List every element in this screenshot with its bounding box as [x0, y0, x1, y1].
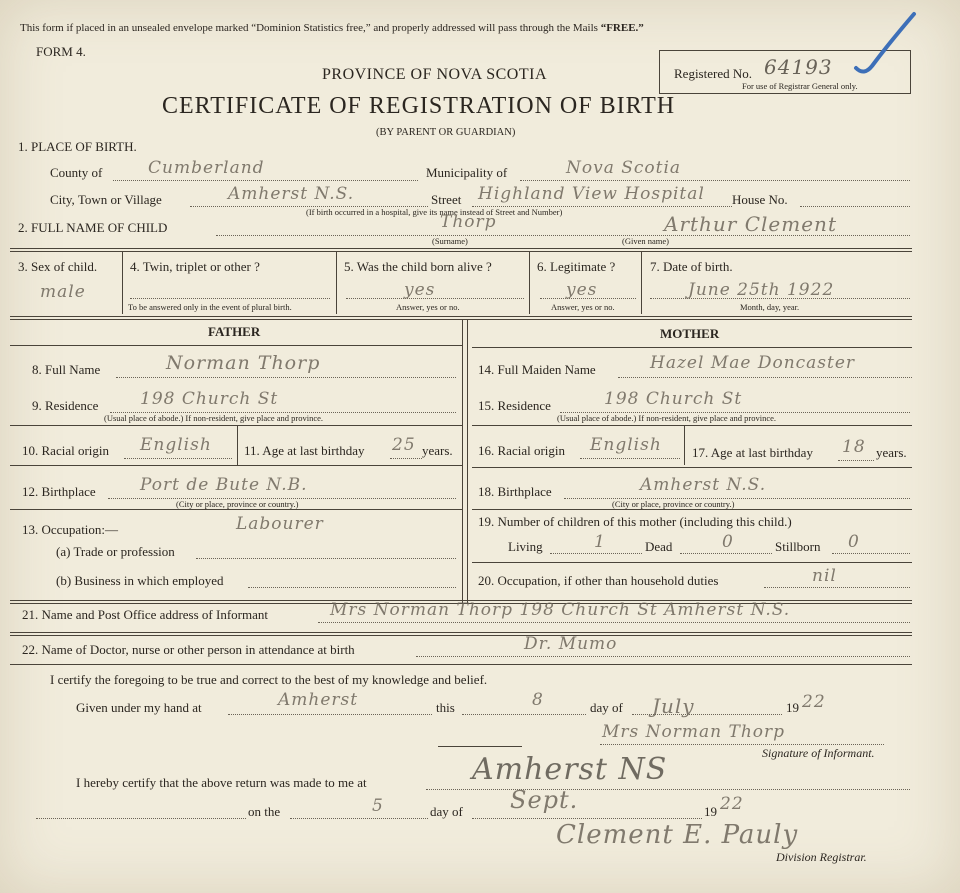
father-heading: FATHER	[208, 324, 261, 339]
registration-month-value: Sept.	[510, 786, 579, 814]
certification-statement: I certify the foregoing to be true and correct to the best of my knowledge and belief.	[50, 672, 488, 687]
mother-residence-value: 198 Church St	[604, 389, 743, 409]
stillborn-label: Stillborn	[775, 539, 821, 554]
province-heading: PROVINCE OF NOVA SCOTIA	[322, 66, 548, 83]
mother-race-value: English	[590, 435, 662, 455]
registration-year-value: 22	[720, 794, 744, 814]
mother-residence-label: 15. Residence	[478, 398, 551, 413]
alive-value: yes	[404, 280, 436, 300]
trade-label: (a) Trade or profession	[56, 544, 175, 559]
month-value: July	[652, 694, 695, 718]
father-name-label: 8. Full Name	[32, 362, 101, 377]
county-label: County of	[50, 165, 103, 180]
father-residence-value: 198 Church St	[140, 389, 279, 409]
child-given-value: Arthur Clement	[664, 212, 837, 236]
mother-occupation-value: nil	[812, 566, 837, 586]
postal-notice-text: This form if placed in an unsealed envelope marked “Dominion Statistics free,” and properly addressed will pass through the Mails	[20, 22, 598, 34]
informant-signature: Mrs Norman Thorp	[602, 722, 786, 742]
mother-race-label: 16. Racial origin	[478, 443, 566, 458]
street-label: Street	[431, 192, 462, 207]
mother-age-value: 18	[842, 437, 866, 457]
page-title: CERTIFICATE OF REGISTRATION OF BIRTH	[162, 93, 676, 119]
living-value: 1	[594, 532, 606, 552]
child-name-label: 2. FULL NAME OF CHILD	[18, 220, 168, 235]
father-occupation-label: 13. Occupation:—	[22, 522, 119, 537]
day-value: 8	[532, 690, 544, 710]
postal-notice-free: “FREE.”	[600, 22, 644, 34]
mother-age-label: 17. Age at last birthday	[692, 445, 813, 460]
mother-years: years.	[876, 445, 907, 460]
mother-maiden-label: 14. Full Maiden Name	[478, 362, 596, 377]
street-value: Highland View Hospital	[478, 184, 705, 204]
registered-number: 64193	[764, 55, 833, 79]
hospital-note: (If birth occurred in a hospital, give its name instead of Street and Number)	[306, 207, 563, 217]
surname-caption: (Surname)	[432, 236, 468, 246]
given-label: Given under my hand at	[76, 700, 202, 715]
registration-year-prefix: 19	[704, 804, 717, 819]
informant-signature-caption: Signature of Informant.	[762, 746, 875, 760]
form-number: FORM 4.	[36, 44, 86, 59]
municipality-value: Nova Scotia	[566, 158, 682, 178]
registration-day-value: 5	[372, 796, 384, 816]
stillborn-value: 0	[848, 532, 860, 552]
mother-birthplace-caption: (City or place, province or country.)	[612, 499, 735, 509]
registrar-statement: I hereby certify that the above return was made to me at	[76, 775, 367, 790]
father-years: years.	[422, 443, 453, 458]
father-age-value: 25	[392, 435, 416, 455]
dob-label: 7. Date of birth.	[650, 259, 733, 274]
sex-label: 3. Sex of child.	[18, 259, 98, 274]
alive-label: 5. Was the child born alive ?	[344, 259, 492, 274]
father-occupation-value: Labourer	[236, 514, 324, 534]
place-of-birth-label: 1. PLACE OF BIRTH.	[18, 139, 137, 154]
father-name-value: Norman Thorp	[166, 352, 321, 374]
county-value: Cumberland	[148, 158, 265, 178]
registrar-signature-caption: Division Registrar.	[776, 850, 867, 864]
doctor-value: Dr. Mumo	[524, 634, 618, 654]
check-mark-icon	[850, 10, 920, 80]
twin-label: 4. Twin, triplet or other ?	[130, 259, 260, 274]
dead-value: 0	[722, 532, 734, 552]
sex-value: male	[40, 282, 86, 302]
father-residence-label: 9. Residence	[32, 398, 99, 413]
registered-label: Registered No.	[674, 66, 752, 81]
business-label: (b) Business in which employed	[56, 573, 224, 588]
on-the-label: on the	[248, 804, 281, 819]
father-age-label: 11. Age at last birthday	[244, 443, 365, 458]
year-value: 22	[802, 692, 826, 712]
dob-caption: Month, day, year.	[740, 302, 800, 312]
mother-heading: MOTHER	[660, 326, 720, 341]
dead-label: Dead	[645, 539, 673, 554]
living-label: Living	[508, 539, 543, 554]
children-count-label: 19. Number of children of this mother (including this child.)	[478, 514, 792, 529]
child-surname-value: Thorp	[440, 212, 497, 232]
informant-value: Mrs Norman Thorp 198 Church St Amherst N.S.	[330, 600, 791, 620]
mother-maiden-value: Hazel Mae Doncaster	[650, 353, 856, 373]
alive-caption: Answer, yes or no.	[396, 302, 460, 312]
father-birthplace-value: Port de Bute N.B.	[140, 475, 308, 495]
legitimate-value: yes	[566, 280, 598, 300]
given-place-value: Amherst	[278, 690, 359, 710]
city-value: Amherst N.S.	[228, 184, 355, 204]
father-race-label: 10. Racial origin	[22, 443, 110, 458]
registration-day-of-label: day of	[430, 804, 463, 819]
registrar-note: For use of Registrar General only.	[742, 81, 858, 91]
doctor-label: 22. Name of Doctor, nurse or other person in attendance at birth	[22, 642, 355, 657]
legitimate-label: 6. Legitimate ?	[537, 259, 616, 274]
mother-occupation-label: 20. Occupation, if other than household duties	[478, 573, 719, 588]
father-residence-caption: (Usual place of abode.) If non-resident, give place and province.	[104, 413, 324, 423]
mother-birthplace-label: 18. Birthplace	[478, 484, 552, 499]
page-subtitle: (BY PARENT OR GUARDIAN)	[376, 127, 516, 138]
father-birthplace-caption: (City or place, province or country.)	[176, 499, 299, 509]
this-label: this	[436, 700, 455, 715]
year-prefix: 19	[786, 700, 799, 715]
father-race-value: English	[140, 435, 212, 455]
twin-caption: To be answered only in the event of plural birth.	[128, 302, 292, 312]
registrar-signature: Clement E. Pauly	[556, 820, 799, 850]
father-birthplace-label: 12. Birthplace	[22, 484, 96, 499]
given-name-caption: (Given name)	[622, 236, 669, 246]
day-of-label: day of	[590, 700, 623, 715]
city-label: City, Town or Village	[50, 192, 162, 207]
mother-residence-caption: (Usual place of abode.) If non-resident, give place and province.	[557, 413, 777, 423]
postal-notice	[20, 22, 644, 34]
informant-label: 21. Name and Post Office address of Informant	[22, 607, 268, 622]
legitimate-caption: Answer, yes or no.	[551, 302, 615, 312]
mother-birthplace-value: Amherst N.S.	[640, 475, 767, 495]
registrar-place-value: Amherst NS	[472, 752, 668, 787]
municipality-label: Municipality of	[426, 165, 508, 180]
dob-value: June 25th 1922	[688, 280, 835, 300]
house-label: House No.	[732, 192, 788, 207]
